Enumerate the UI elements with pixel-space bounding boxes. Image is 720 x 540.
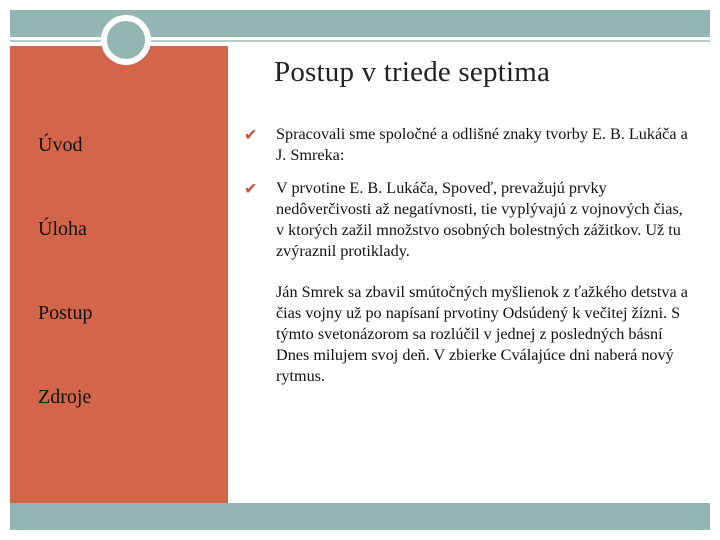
bullet-icon: ✔ — [244, 179, 258, 198]
bullet-icon: ✔ — [244, 125, 258, 144]
bullet-item — [240, 178, 690, 262]
paragraph-text: Ján Smrek sa zbavil smútočných myšlienok z ťažkého detstva a čias vojny už po napísaní prvotiny Odsúdený k večitej žízni. S týmto svetonázorom sa rozlúčil v jednej z posledných básní Dnes milujem svoj deň. V zbierke Cválajúce dni naberá nový rytmus. — [276, 283, 688, 385]
nav-item-zdroje[interactable]: Zdroje — [38, 386, 92, 408]
nav-item-uvod[interactable]: Úvod — [38, 134, 83, 156]
bottom-band — [10, 503, 710, 530]
bullet-text: V prvotine E. B. Lukáča, Spoveď, prevažujú prvky nedôverčivosti až negatívnosti, tie vyplývajú z vojnových čias, v ktorých zažil množstvo osobných bolestných zážitkov. Už tu zvýraznil protiklady. — [276, 179, 683, 260]
left-nav-panel — [10, 46, 228, 503]
nav-item-uloha[interactable]: Úloha — [38, 218, 87, 240]
bullet-item — [240, 124, 690, 166]
bullet-text: Spracovali sme spoločné a odlišné znaky tvorby E. B. Lukáča a J. Smreka: — [276, 125, 688, 164]
nav-item-postup[interactable]: Postup — [38, 302, 93, 324]
slide-content — [240, 124, 690, 387]
slide-title: Postup v triede septima — [274, 56, 551, 88]
circle-ornament-icon — [102, 16, 150, 64]
